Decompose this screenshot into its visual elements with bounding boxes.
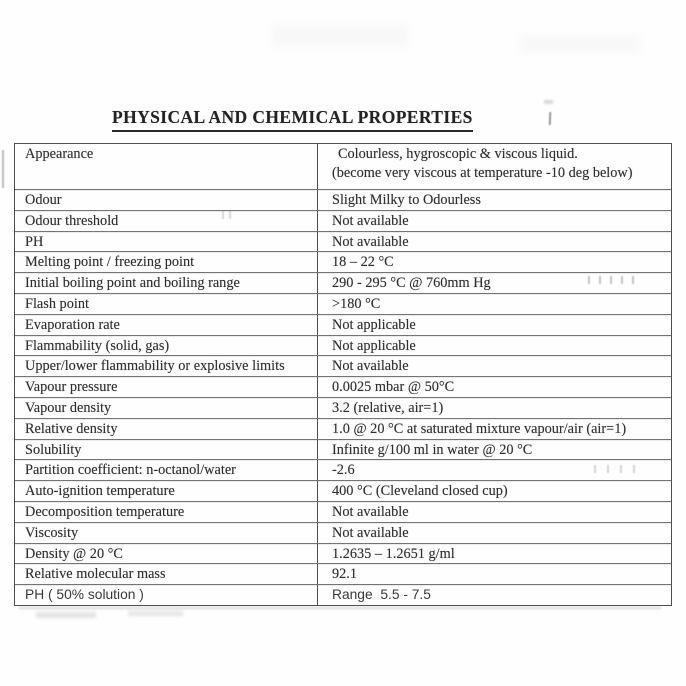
property-value: Not available: [332, 524, 409, 541]
scan-artifact: [36, 612, 96, 618]
property-value: 290 - 295 °C @ 760mm Hg: [332, 275, 491, 292]
property-value: Range 5.5 - 7.5: [332, 587, 431, 603]
property-value: -2.6: [332, 462, 355, 479]
property-value: Not applicable: [332, 337, 416, 354]
property-value: Infinite g/100 ml in water @ 20 °C: [332, 441, 533, 458]
table-row: [15, 501, 671, 522]
property-value: 92.1: [332, 566, 358, 583]
property-name: Vapour pressure: [15, 377, 318, 397]
property-value: 3.2 (relative, air=1): [332, 399, 444, 416]
property-name: Auto-ignition temperature: [15, 481, 318, 501]
property-value: >180 °C: [332, 295, 381, 312]
property-value: Not available: [332, 503, 409, 520]
property-name: Relative molecular mass: [15, 564, 318, 584]
property-value: 1.2635 – 1.2651 g/ml: [332, 545, 455, 562]
property-name: Flammability (solid, gas): [15, 336, 318, 356]
property-name: Solubility: [15, 440, 318, 460]
table-row: [15, 480, 671, 501]
table-row: [15, 584, 671, 605]
property-name: Vapour density: [15, 398, 318, 418]
property-value: 18 – 22 °C: [332, 254, 394, 271]
property-name: Odour: [15, 190, 318, 210]
table-row: [15, 293, 671, 314]
table-row: [15, 144, 671, 189]
table-row: [15, 459, 671, 480]
table-row: [15, 355, 671, 376]
scan-artifact: [549, 112, 551, 125]
table-row: [15, 231, 671, 252]
property-value: Not applicable: [332, 316, 416, 333]
table-row: [15, 251, 671, 272]
table-row: [15, 376, 671, 397]
property-value-line: (become very viscous at temperature -10 deg below): [332, 164, 633, 181]
property-value: 0.0025 mbar @ 50°C: [332, 379, 455, 396]
scan-artifact: [2, 150, 4, 188]
property-value: Slight Milky to Odourless: [332, 192, 481, 208]
table-row: [15, 189, 671, 210]
property-name: Decomposition temperature: [15, 502, 318, 522]
property-name: Relative density: [15, 419, 318, 439]
table-row: [15, 543, 671, 564]
property-value: [318, 144, 671, 189]
property-name: PH: [15, 232, 318, 252]
scan-artifact: [520, 35, 640, 53]
table-row: [15, 522, 671, 543]
properties-table: [14, 143, 672, 606]
property-name: Upper/lower flammability or explosive limits: [15, 356, 318, 376]
table-row: [15, 397, 671, 418]
property-name: Evaporation rate: [15, 315, 318, 335]
table-row: [15, 335, 671, 356]
table-row: [15, 272, 671, 293]
property-value: Not available: [332, 212, 409, 229]
property-name: Initial boiling point and boiling range: [15, 273, 318, 293]
property-name: Density @ 20 °C: [15, 544, 318, 564]
property-name: Partition coefficient: n-octanol/water: [15, 460, 318, 480]
page-title: PHYSICAL AND CHEMICAL PROPERTIES: [112, 107, 473, 132]
table-row: [15, 418, 671, 439]
table-row: [15, 210, 671, 231]
table-row: [15, 439, 671, 460]
property-name: Odour threshold: [15, 211, 318, 231]
property-value: 400 °C (Cleveland closed cup): [332, 483, 508, 500]
table-row: [15, 563, 671, 584]
property-name: PH ( 50% solution ): [15, 585, 318, 605]
scan-artifact: [128, 611, 183, 616]
property-name: Flash point: [15, 294, 318, 314]
property-value: Not available: [332, 358, 409, 375]
property-name: Appearance: [15, 144, 318, 189]
property-name: Melting point / freezing point: [15, 252, 318, 272]
property-value-line: Colourless, hygroscopic & viscous liquid.: [338, 146, 578, 162]
scan-artifact: [544, 100, 553, 104]
property-name: Viscosity: [15, 523, 318, 543]
scan-artifact: [270, 25, 410, 47]
property-value: 1.0 @ 20 °C at saturated mixture vapour/air (air=1): [332, 420, 627, 437]
table-row: [15, 314, 671, 335]
property-value: Not available: [332, 233, 409, 250]
